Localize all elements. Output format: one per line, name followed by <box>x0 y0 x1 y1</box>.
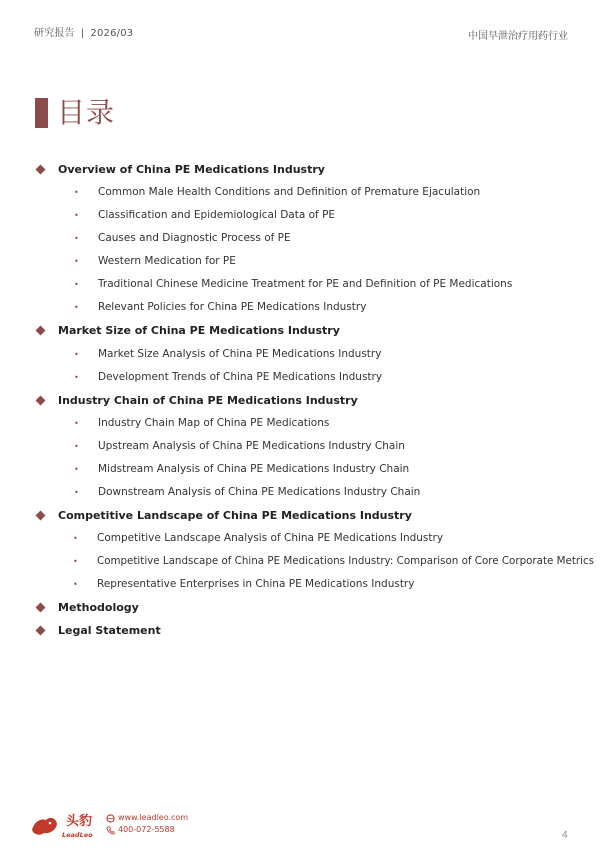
bullet-dot-icon: • <box>74 349 79 359</box>
toc-item-label: Market Size Analysis of China PE Medications Industry <box>98 348 382 360</box>
report-type-label: 研究报告 <box>34 28 75 39</box>
diamond-bullet-icon <box>36 511 46 521</box>
toc-item-label: Classification and Epidemiological Data of PE <box>98 209 336 221</box>
bullet-dot-icon: • <box>74 256 79 266</box>
toc-item[interactable] <box>73 578 414 590</box>
toc-item[interactable] <box>74 255 236 267</box>
website-row <box>106 812 188 824</box>
industry-label: 中国早泄治疗用药行业 <box>468 31 568 42</box>
bullet-dot-icon: • <box>74 441 79 451</box>
toc-item[interactable] <box>74 209 335 221</box>
diamond-bullet-icon <box>36 626 46 636</box>
toc-item[interactable] <box>73 532 443 544</box>
phone-row <box>106 824 188 836</box>
diamond-bullet-icon <box>36 396 46 406</box>
contact-info <box>106 812 188 836</box>
bullet-dot-icon: • <box>74 418 79 428</box>
toc-section-label: Legal Statement <box>58 624 161 637</box>
toc-item-label: Competitive Landscape of China PE Medications Industry: Comparison of Core Corporate Metrics <box>97 555 594 567</box>
phone-number: 400-072-5588 <box>118 825 175 834</box>
brand-en-text: LeadLeo <box>62 831 93 839</box>
toc-item[interactable] <box>74 278 512 290</box>
toc-item-label: Midstream Analysis of China PE Medications Industry Chain <box>98 463 410 475</box>
toc-section[interactable] <box>36 324 340 337</box>
toc-item-label: Representative Enterprises in China PE Medications Industry <box>97 578 415 590</box>
toc-section[interactable] <box>36 163 325 176</box>
page-number: 4 <box>561 830 568 841</box>
toc-item[interactable] <box>74 186 480 198</box>
toc-item-label: Industry Chain Map of China PE Medications <box>98 417 330 429</box>
header-left <box>34 24 133 39</box>
page-title-block <box>35 98 115 128</box>
toc-item[interactable] <box>74 232 291 244</box>
bullet-dot-icon: • <box>73 533 78 543</box>
brand-cn-text: 头豹 <box>66 814 93 829</box>
toc-item[interactable] <box>74 463 409 475</box>
header-separator: | <box>80 28 85 39</box>
diamond-bullet-icon <box>36 165 46 175</box>
toc-item-label: Western Medication for PE <box>98 255 236 267</box>
phone-icon <box>106 826 115 835</box>
toc-item-label: Relevant Policies for China PE Medications Industry <box>98 301 367 313</box>
bullet-dot-icon: • <box>74 302 79 312</box>
toc-item[interactable] <box>74 371 382 383</box>
leopard-logo-icon <box>30 808 102 840</box>
website-link[interactable]: www.leadleo.com <box>118 813 189 822</box>
toc-section[interactable] <box>36 624 161 637</box>
toc-item[interactable] <box>74 348 381 360</box>
toc-section-label: Market Size of China PE Medications Industry <box>58 324 340 337</box>
toc-item[interactable] <box>74 440 405 452</box>
toc-section-label: Overview of China PE Medications Industry <box>58 163 325 176</box>
toc-section-label: Competitive Landscape of China PE Medications Industry <box>58 509 412 522</box>
bullet-dot-icon: • <box>73 579 78 589</box>
toc-item-label: Traditional Chinese Medicine Treatment for PE and Definition of PE Medications <box>98 278 513 290</box>
bullet-dot-icon: • <box>74 487 79 497</box>
bullet-dot-icon: • <box>74 233 79 243</box>
toc-item-label: Common Male Health Conditions and Definition of Premature Ejaculation <box>98 186 481 198</box>
toc-item-label: Competitive Landscape Analysis of China PE Medications Industry <box>97 532 444 544</box>
toc-item[interactable] <box>74 486 420 498</box>
toc-item[interactable] <box>73 555 594 567</box>
bullet-dot-icon: • <box>73 556 78 566</box>
toc-item-label: Causes and Diagnostic Process of PE <box>98 232 291 244</box>
report-date: 2026/03 <box>90 28 134 39</box>
toc-section-label: Methodology <box>58 601 139 614</box>
toc-section[interactable] <box>36 601 139 614</box>
bullet-dot-icon: • <box>74 279 79 289</box>
globe-icon <box>106 814 115 823</box>
bullet-dot-icon: • <box>74 187 79 197</box>
page-title: 目录 <box>57 96 116 129</box>
toc-section-label: Industry Chain of China PE Medications Industry <box>58 394 358 407</box>
toc-item-label: Downstream Analysis of China PE Medications Industry Chain <box>98 486 421 498</box>
footer-logo <box>30 808 188 840</box>
toc-item-label: Development Trends of China PE Medications Industry <box>98 371 383 383</box>
diamond-bullet-icon <box>36 603 46 613</box>
toc-item-label: Upstream Analysis of China PE Medications Industry Chain <box>98 440 405 452</box>
bullet-dot-icon: • <box>74 464 79 474</box>
diamond-bullet-icon <box>36 326 46 336</box>
toc-section[interactable] <box>36 509 412 522</box>
toc-item[interactable] <box>74 417 329 429</box>
bullet-dot-icon: • <box>74 372 79 382</box>
bullet-dot-icon: • <box>74 210 79 220</box>
toc-section[interactable] <box>36 394 358 407</box>
toc-item[interactable] <box>74 301 366 313</box>
title-accent-bar <box>35 98 48 128</box>
